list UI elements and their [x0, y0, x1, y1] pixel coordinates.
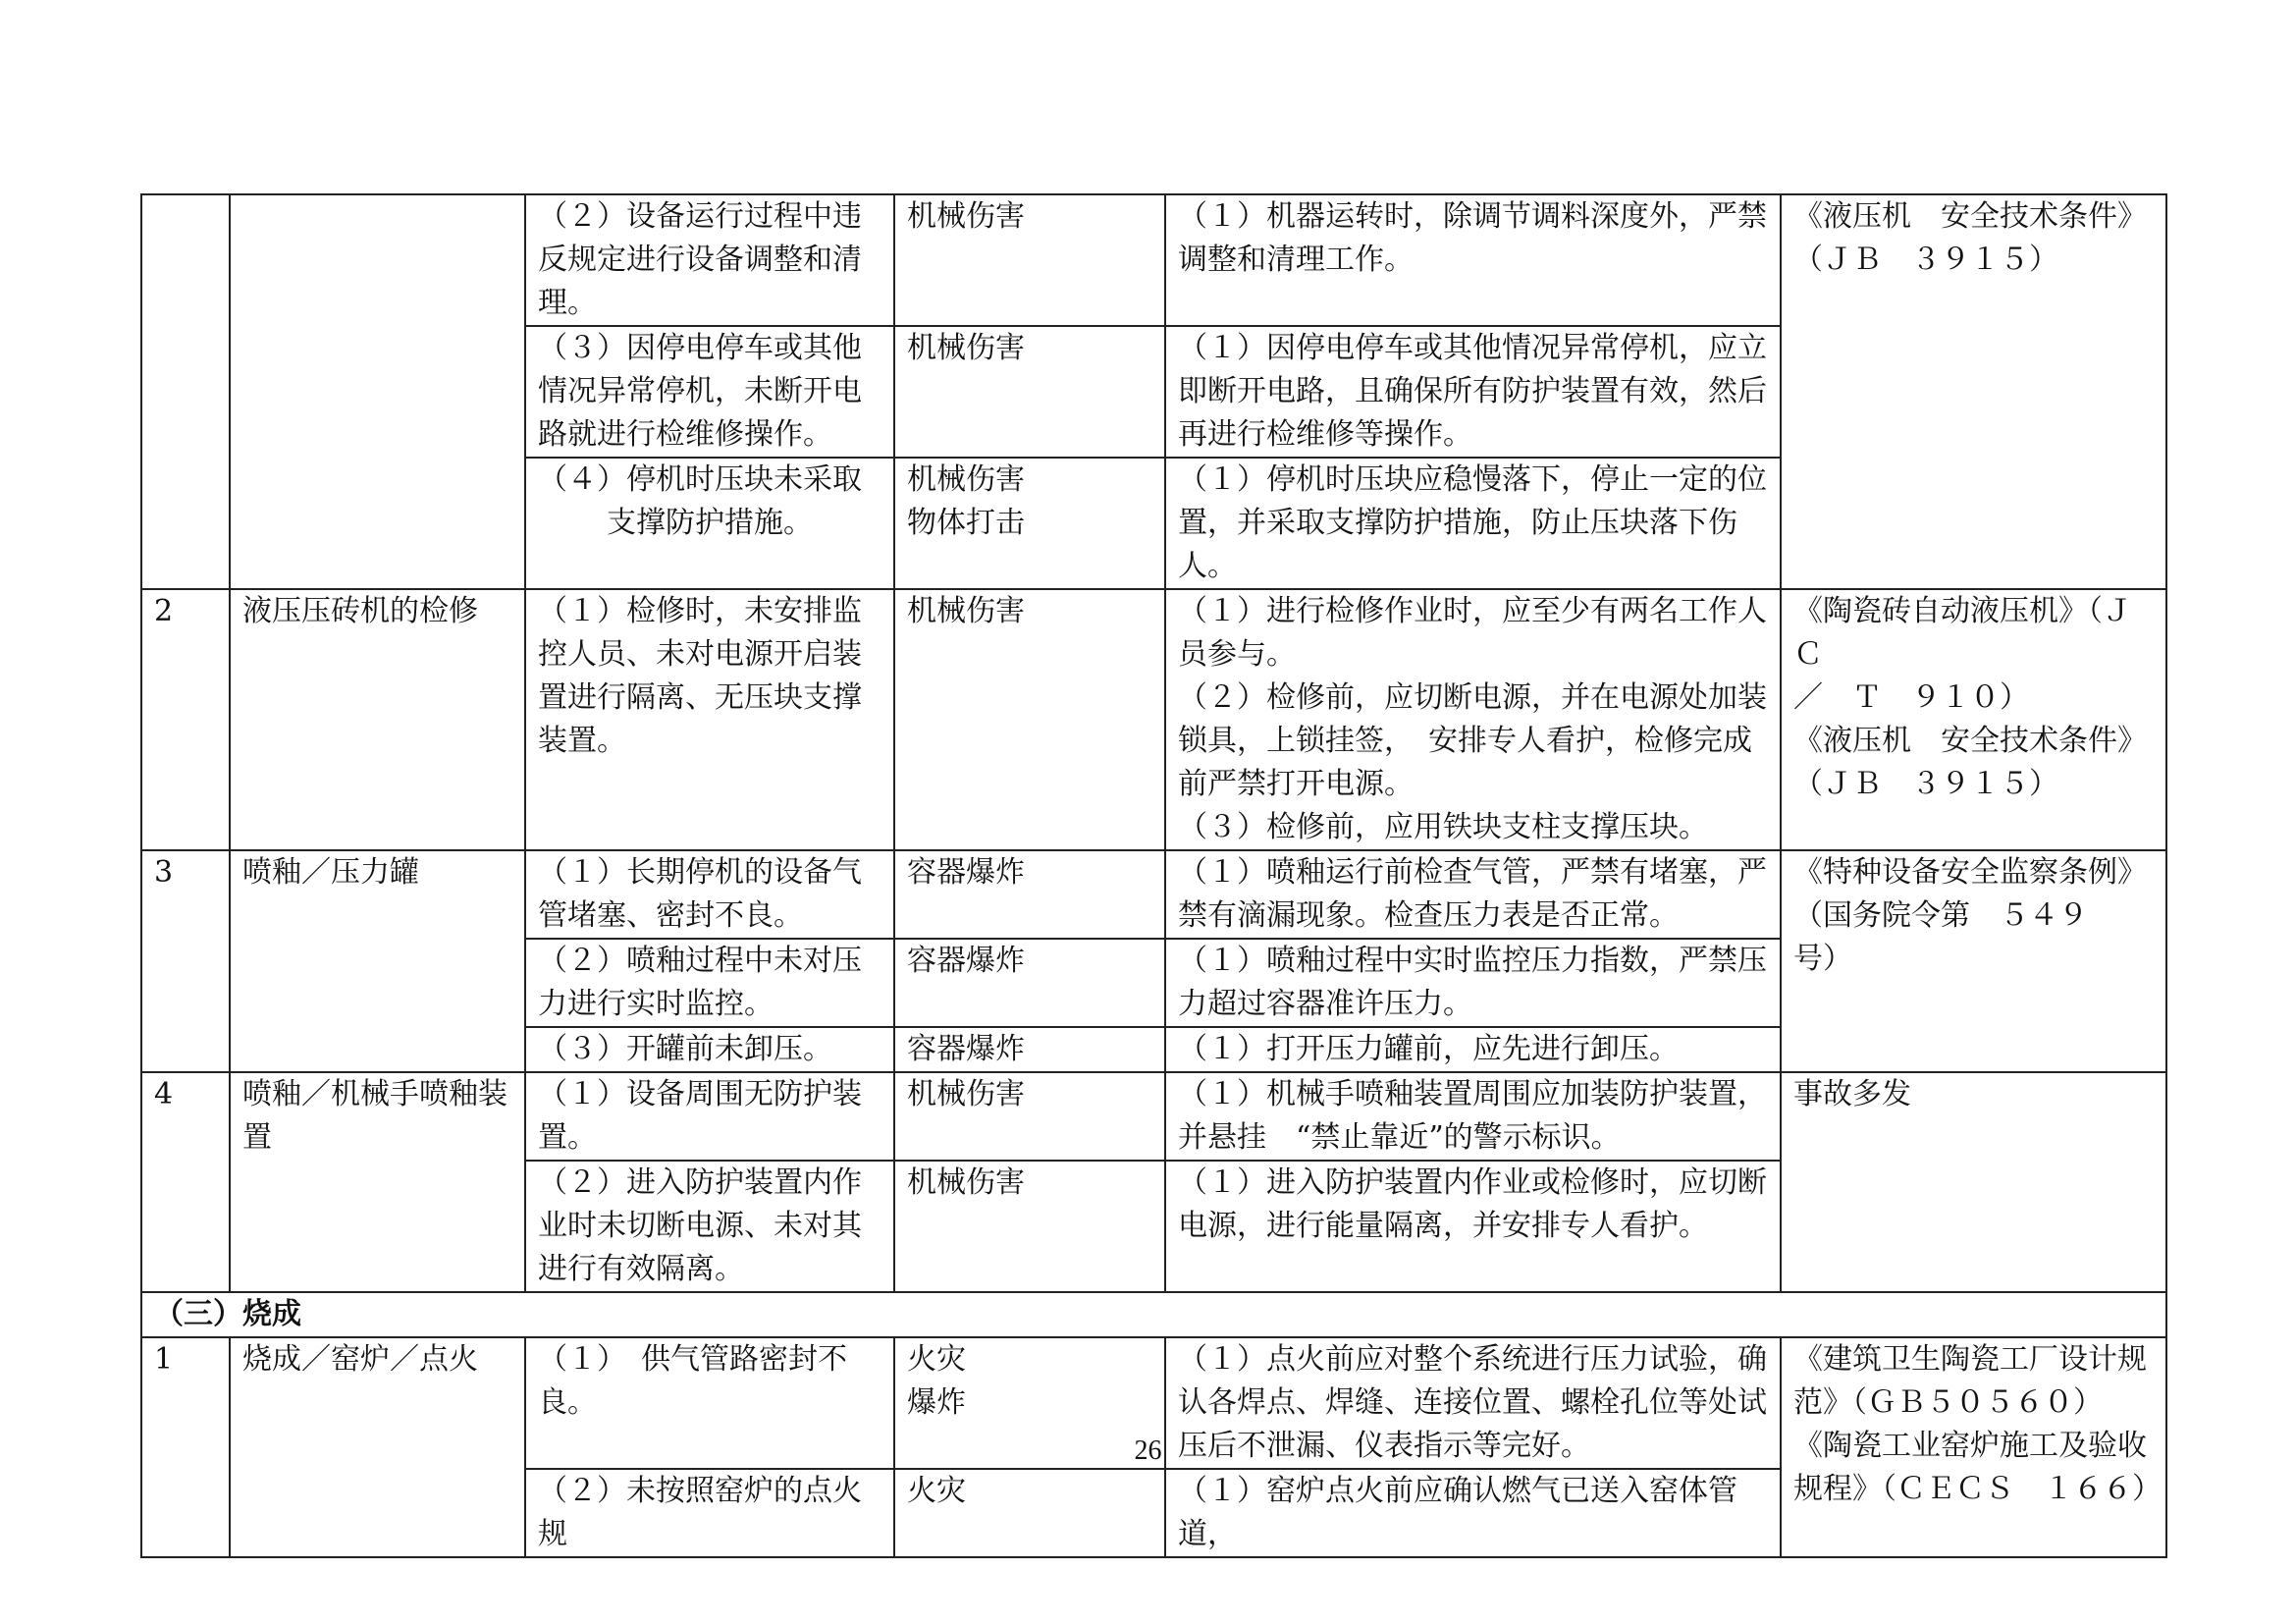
measure-cell: （１）喷釉过程中实时监控压力指数，严禁压力超过容器准许压力。 — [1165, 939, 1781, 1027]
no-cell: 3 — [141, 850, 230, 1072]
type-cell: 火灾 — [894, 1469, 1165, 1557]
type-cell: 机械伤害 — [894, 589, 1165, 850]
type-cell: 机械伤害 — [894, 326, 1165, 458]
type-cell: 火灾 爆炸 — [894, 1337, 1165, 1469]
hazard-cell: （２）未按照窑炉的点火规 — [525, 1469, 894, 1557]
measure-cell: （１）进行检修作业时，应至少有两名工作人员参与。 （２）检修前，应切断电源，并在电源处加装锁具，上锁挂签， 安排专人看护，检修完成前严禁打开电源。 （３）检修前，应用铁块支柱支撑压块。 — [1165, 589, 1781, 850]
no-cell: 2 — [141, 589, 230, 850]
measure-cell: （１）进入防护装置内作业或检修时，应切断电源，进行能量隔离，并安排专人看护。 — [1165, 1161, 1781, 1292]
table-row — [141, 589, 2166, 850]
item-cell: 液压压砖机的检修 — [230, 589, 525, 850]
reference-cell: 《建筑卫生陶瓷工厂设计规范》（ＧＢ５０５６０） 《陶瓷工业窑炉施工及验收规程》（ＣＥＣＳ １６６） — [1781, 1337, 2166, 1557]
item-cell: 喷釉／机械手喷釉装置 — [230, 1072, 525, 1292]
reference-cell: 《陶瓷砖自动液压机》（ＪＣ ／ Ｔ ９１０） 《液压机 安全技术条件》 （ＪＢ ３９１５） — [1781, 589, 2166, 850]
hazard-cell: （２）进入防护装置内作业时未切断电源、未对其进行有效隔离。 — [525, 1161, 894, 1292]
measure-cell: （１）停机时压块应稳慢落下，停止一定的位置，并采取支撑防护措施，防止压块落下伤人。 — [1165, 458, 1781, 589]
page-number: 26 — [1134, 1435, 1162, 1466]
measure-cell: （１）窑炉点火前应确认燃气已送入窑体管道， — [1165, 1469, 1781, 1557]
type-cell: 机械伤害 物体打击 — [894, 458, 1165, 589]
type-cell: 容器爆炸 — [894, 850, 1165, 939]
hazard-cell: （２）设备运行过程中违反规定进行设备调整和清理。 — [525, 194, 894, 326]
hazard-cell: （１） 供气管路密封不良。 — [525, 1337, 894, 1469]
measure-cell: （１）打开压力罐前，应先进行卸压。 — [1165, 1027, 1781, 1072]
item-cell — [230, 194, 525, 589]
hazard-cell: （４）停机时压块未采取 支撑防护措施。 — [525, 458, 894, 589]
hazard-cell: （１）长期停机的设备气管堵塞、密封不良。 — [525, 850, 894, 939]
reference-cell: 事故多发 — [1781, 1072, 2166, 1292]
hazard-cell: （３）开罐前未卸压。 — [525, 1027, 894, 1072]
no-cell: 4 — [141, 1072, 230, 1292]
no-cell: 1 — [141, 1337, 230, 1557]
reference-cell: 《特种设备安全监察条例》 （国务院令第 ５４９ 号） — [1781, 850, 2166, 1072]
section-row — [141, 1292, 2166, 1337]
table-row — [141, 850, 2166, 939]
measure-cell: （１）点火前应对整个系统进行压力试验，确认各焊点、焊缝、连接位置、螺栓孔位等处试压后不泄漏、仪表指示等完好。 — [1165, 1337, 1781, 1469]
type-cell: 机械伤害 — [894, 194, 1165, 326]
measure-cell: （１）机械手喷釉装置周围应加装防护装置，并悬挂 “禁止靠近”的警示标识。 — [1165, 1072, 1781, 1161]
type-cell: 容器爆炸 — [894, 1027, 1165, 1072]
measure-cell: （１）机器运转时，除调节调料深度外，严禁调整和清理工作。 — [1165, 194, 1781, 326]
measure-cell: （１）因停电停车或其他情况异常停机，应立即断开电路，且确保所有防护装置有效，然后再进行检维修等操作。 — [1165, 326, 1781, 458]
hazard-cell: （２）喷釉过程中未对压力进行实时监控。 — [525, 939, 894, 1027]
no-cell — [141, 194, 230, 589]
item-cell: 烧成／窑炉／点火 — [230, 1337, 525, 1557]
type-cell: 容器爆炸 — [894, 939, 1165, 1027]
hazard-cell: （１）设备周围无防护装置。 — [525, 1072, 894, 1161]
reference-cell: 《液压机 安全技术条件》 （ＪＢ ３９１５） — [1781, 194, 2166, 589]
item-cell: 喷釉／压力罐 — [230, 850, 525, 1072]
hazard-table — [140, 193, 2167, 1558]
type-cell: 机械伤害 — [894, 1161, 1165, 1292]
hazard-cell: （３）因停电停车或其他情况异常停机，未断开电路就进行检维修操作。 — [525, 326, 894, 458]
type-cell: 机械伤害 — [894, 1072, 1165, 1161]
measure-cell: （１）喷釉运行前检查气管，严禁有堵塞，严禁有滴漏现象。检查压力表是否正常。 — [1165, 850, 1781, 939]
table-row — [141, 194, 2166, 326]
hazard-cell: （１）检修时，未安排监控人员、未对电源开启装置进行隔离、无压块支撑装置。 — [525, 589, 894, 850]
section-heading: （三）烧成 — [141, 1292, 2166, 1337]
table-row — [141, 1072, 2166, 1161]
